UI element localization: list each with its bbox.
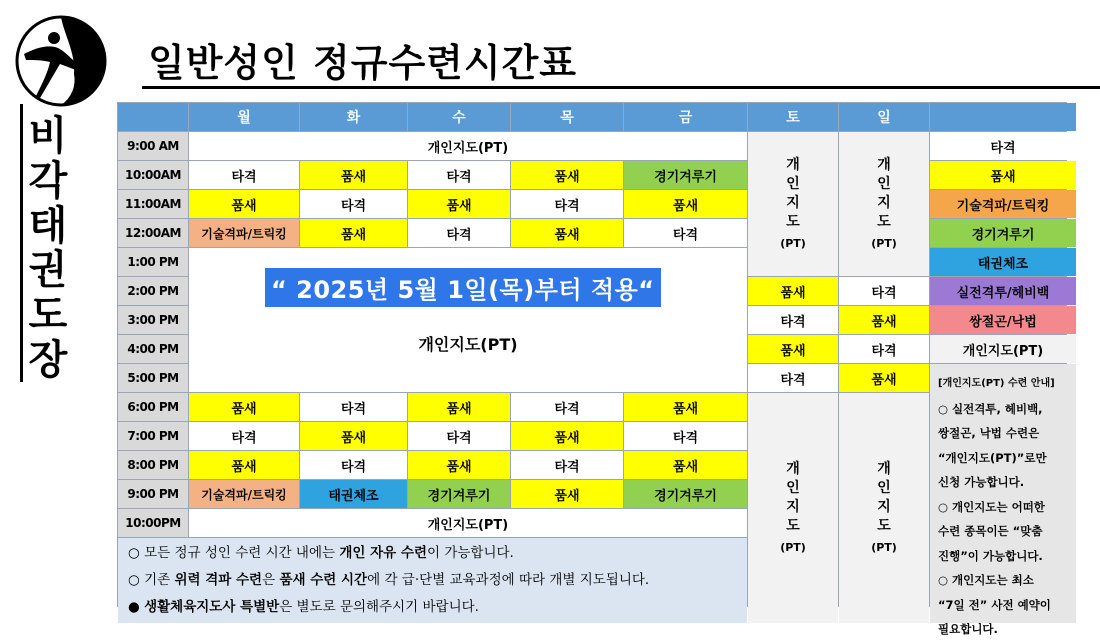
guide-line: “개인지도(PT)”로만 — [938, 450, 1047, 465]
side-title-char: 권 — [28, 247, 68, 294]
class-cell: 품새 — [748, 335, 838, 363]
side-title-char: 장 — [28, 336, 68, 383]
time-cell: 4:00 PM — [118, 335, 188, 363]
class-cell: 타격 — [408, 422, 510, 450]
extra-class-cell: 쌍절곤/낙법 — [930, 306, 1076, 334]
guide-line: ○ 개인지도는 어떠한 — [938, 499, 1045, 514]
side-title-char: 도 — [28, 292, 68, 339]
class-cell: 타격 — [300, 451, 407, 479]
pt-char: 지 — [786, 194, 800, 211]
class-cell: 품새 — [624, 451, 747, 479]
class-cell: 타격 — [748, 364, 838, 392]
header-day: 월 — [189, 103, 299, 131]
class-cell: 타격 — [511, 190, 623, 218]
guide-title: [개인지도(PT) 수련 안내] — [938, 378, 1055, 389]
class-cell: 경기겨루기 — [408, 480, 510, 508]
class-cell: 품새 — [511, 161, 623, 189]
sat-evening-pt — [748, 393, 838, 623]
side-title-char: 비 — [28, 113, 68, 159]
pt-char: 인 — [877, 479, 891, 496]
class-cell: 타격 — [748, 306, 838, 334]
sun-evening-pt — [839, 393, 929, 623]
pt-suffix: (PT) — [780, 236, 806, 250]
pt-char: 지 — [877, 498, 891, 515]
time-cell: 8:00 PM — [118, 451, 188, 479]
class-cell: 경기겨루기 — [624, 480, 747, 508]
pt-char: 개 — [877, 460, 891, 477]
class-cell: 품새 — [408, 190, 510, 218]
extra-class-cell: 실전격투/헤비백 — [930, 277, 1076, 305]
pt-suffix: (PT) — [871, 236, 897, 250]
note-line: ○ 기존 위력 격파 수련은 품새 수련 시간에 각 급·단별 교육과정에 따라 개별 지도됩니다. — [128, 572, 650, 588]
pt-char: 도 — [786, 517, 800, 534]
header-day: 화 — [300, 103, 407, 131]
guide-line: 필요합니다. — [938, 622, 998, 636]
class-cell: 품새 — [189, 451, 299, 479]
class-cell: 품새 — [300, 219, 407, 247]
class-cell: 기술격파/트릭킹 — [189, 219, 299, 247]
class-cell: 품새 — [839, 364, 929, 392]
class-cell: 타격 — [511, 451, 623, 479]
time-cell: 7:00 PM — [118, 422, 188, 450]
title-rule — [142, 86, 1100, 89]
header-day: 금 — [624, 103, 747, 131]
header-corner — [118, 103, 188, 131]
pt-char: 개 — [877, 156, 891, 173]
pt-char: 개 — [786, 156, 800, 173]
class-cell: 품새 — [511, 480, 623, 508]
pt-guide-box — [930, 364, 1076, 636]
guide-line: ○ 개인지도는 최소 — [938, 573, 1034, 587]
pt-char: 지 — [877, 194, 891, 211]
class-cell: 품새 — [189, 393, 299, 421]
class-cell: 타격 — [511, 393, 623, 421]
header-day: 수 — [408, 103, 510, 131]
header-day: 목 — [511, 103, 623, 131]
class-cell: 품새 — [839, 306, 929, 334]
extra-class-cell: 기술격파/트릭킹 — [930, 190, 1076, 218]
time-cell: 10:00AM — [118, 161, 188, 189]
class-cell: 품새 — [624, 190, 747, 218]
class-cell: 품새 — [408, 451, 510, 479]
class-cell: 타격 — [189, 422, 299, 450]
guide-line: 진행”이 가능합니다. — [938, 548, 1043, 563]
class-cell: 타격 — [624, 219, 747, 247]
sat-morning-pt — [748, 132, 838, 276]
extra-class-cell: 개인지도(PT) — [930, 335, 1076, 363]
effective-date-banner: “ 2025년 5월 1일(목)부터 적용“ — [265, 268, 661, 307]
time-cell: 3:00 PM — [118, 306, 188, 334]
class-cell: 타격 — [839, 335, 929, 363]
time-cell: 11:00AM — [118, 190, 188, 218]
guide-line: “7일 전” 사전 예약이 — [938, 597, 1051, 612]
pt-suffix: (PT) — [780, 540, 806, 554]
note-line: ○ 모든 정규 성인 수련 시간 내에는 개인 자유 수련이 가능합니다. — [128, 545, 514, 561]
midday-pt-block — [189, 248, 747, 392]
pt-char: 도 — [877, 517, 891, 534]
side-title — [18, 104, 78, 386]
class-cell-pt: 개인지도(PT) — [189, 509, 747, 537]
time-cell: 10:00PM — [118, 509, 188, 537]
guide-line: 쌍절곤, 낙법 수련은 — [938, 426, 1040, 440]
pt-char: 개 — [786, 460, 800, 477]
time-cell: 9:00 PM — [118, 480, 188, 508]
class-cell: 타격 — [189, 161, 299, 189]
extra-class-cell: 품새 — [930, 161, 1076, 189]
midday-pt-label: 개인지도(PT) — [418, 335, 518, 354]
notes-box — [118, 538, 747, 623]
header-extra — [930, 103, 1076, 131]
class-cell: 품새 — [511, 219, 623, 247]
extra-class-cell: 경기겨루기 — [930, 219, 1076, 247]
pt-char: 인 — [877, 175, 891, 192]
pt-char: 인 — [786, 479, 800, 496]
class-cell: 품새 — [748, 277, 838, 305]
time-cell: 2:00 PM — [118, 277, 188, 305]
header-day: 일 — [839, 103, 929, 131]
pt-char: 인 — [786, 175, 800, 192]
class-cell-pt: 개인지도(PT) — [189, 132, 747, 160]
header-day: 토 — [748, 103, 838, 131]
class-cell: 경기겨루기 — [624, 161, 747, 189]
class-cell: 타격 — [408, 161, 510, 189]
pt-char: 도 — [877, 213, 891, 230]
class-cell: 타격 — [839, 277, 929, 305]
pt-char: 도 — [786, 213, 800, 230]
note-line: ● 생활체육지도사 특별반은 별도로 문의해주시기 바랍니다. — [128, 599, 479, 615]
class-cell: 타격 — [300, 190, 407, 218]
time-cell: 1:00 PM — [118, 248, 188, 276]
class-cell: 태권체조 — [300, 480, 407, 508]
class-cell: 타격 — [300, 393, 407, 421]
guide-line: 수련 종목이든 “맞춤 — [938, 524, 1043, 538]
dojang-logo — [14, 14, 108, 108]
class-cell: 품새 — [300, 161, 407, 189]
time-cell: 6:00 PM — [118, 393, 188, 421]
side-title-char: 각 — [28, 157, 68, 204]
extra-class-cell: 태권체조 — [930, 248, 1076, 276]
class-cell: 타격 — [624, 422, 747, 450]
time-cell: 5:00 PM — [118, 364, 188, 392]
schedule-table — [117, 102, 1067, 636]
page-title: 일반성인 정규수련시간표 — [148, 41, 578, 85]
class-cell: 품새 — [300, 422, 407, 450]
class-cell: 품새 — [624, 393, 747, 421]
guide-line: 신청 가능합니다. — [938, 475, 1025, 489]
class-cell: 기술격파/트릭킹 — [189, 480, 299, 508]
side-title-char: 태 — [28, 202, 68, 249]
extra-class-cell: 타격 — [930, 132, 1076, 160]
class-cell: 품새 — [408, 393, 510, 421]
pt-char: 지 — [786, 498, 800, 515]
class-cell: 타격 — [408, 219, 510, 247]
time-cell: 12:00AM — [118, 219, 188, 247]
class-cell: 품새 — [189, 190, 299, 218]
time-cell: 9:00 AM — [118, 132, 188, 160]
class-cell: 품새 — [511, 422, 623, 450]
guide-line: ○ 실전격투, 헤비백, — [938, 401, 1043, 416]
pt-suffix: (PT) — [871, 540, 897, 554]
sun-morning-pt — [839, 132, 929, 276]
